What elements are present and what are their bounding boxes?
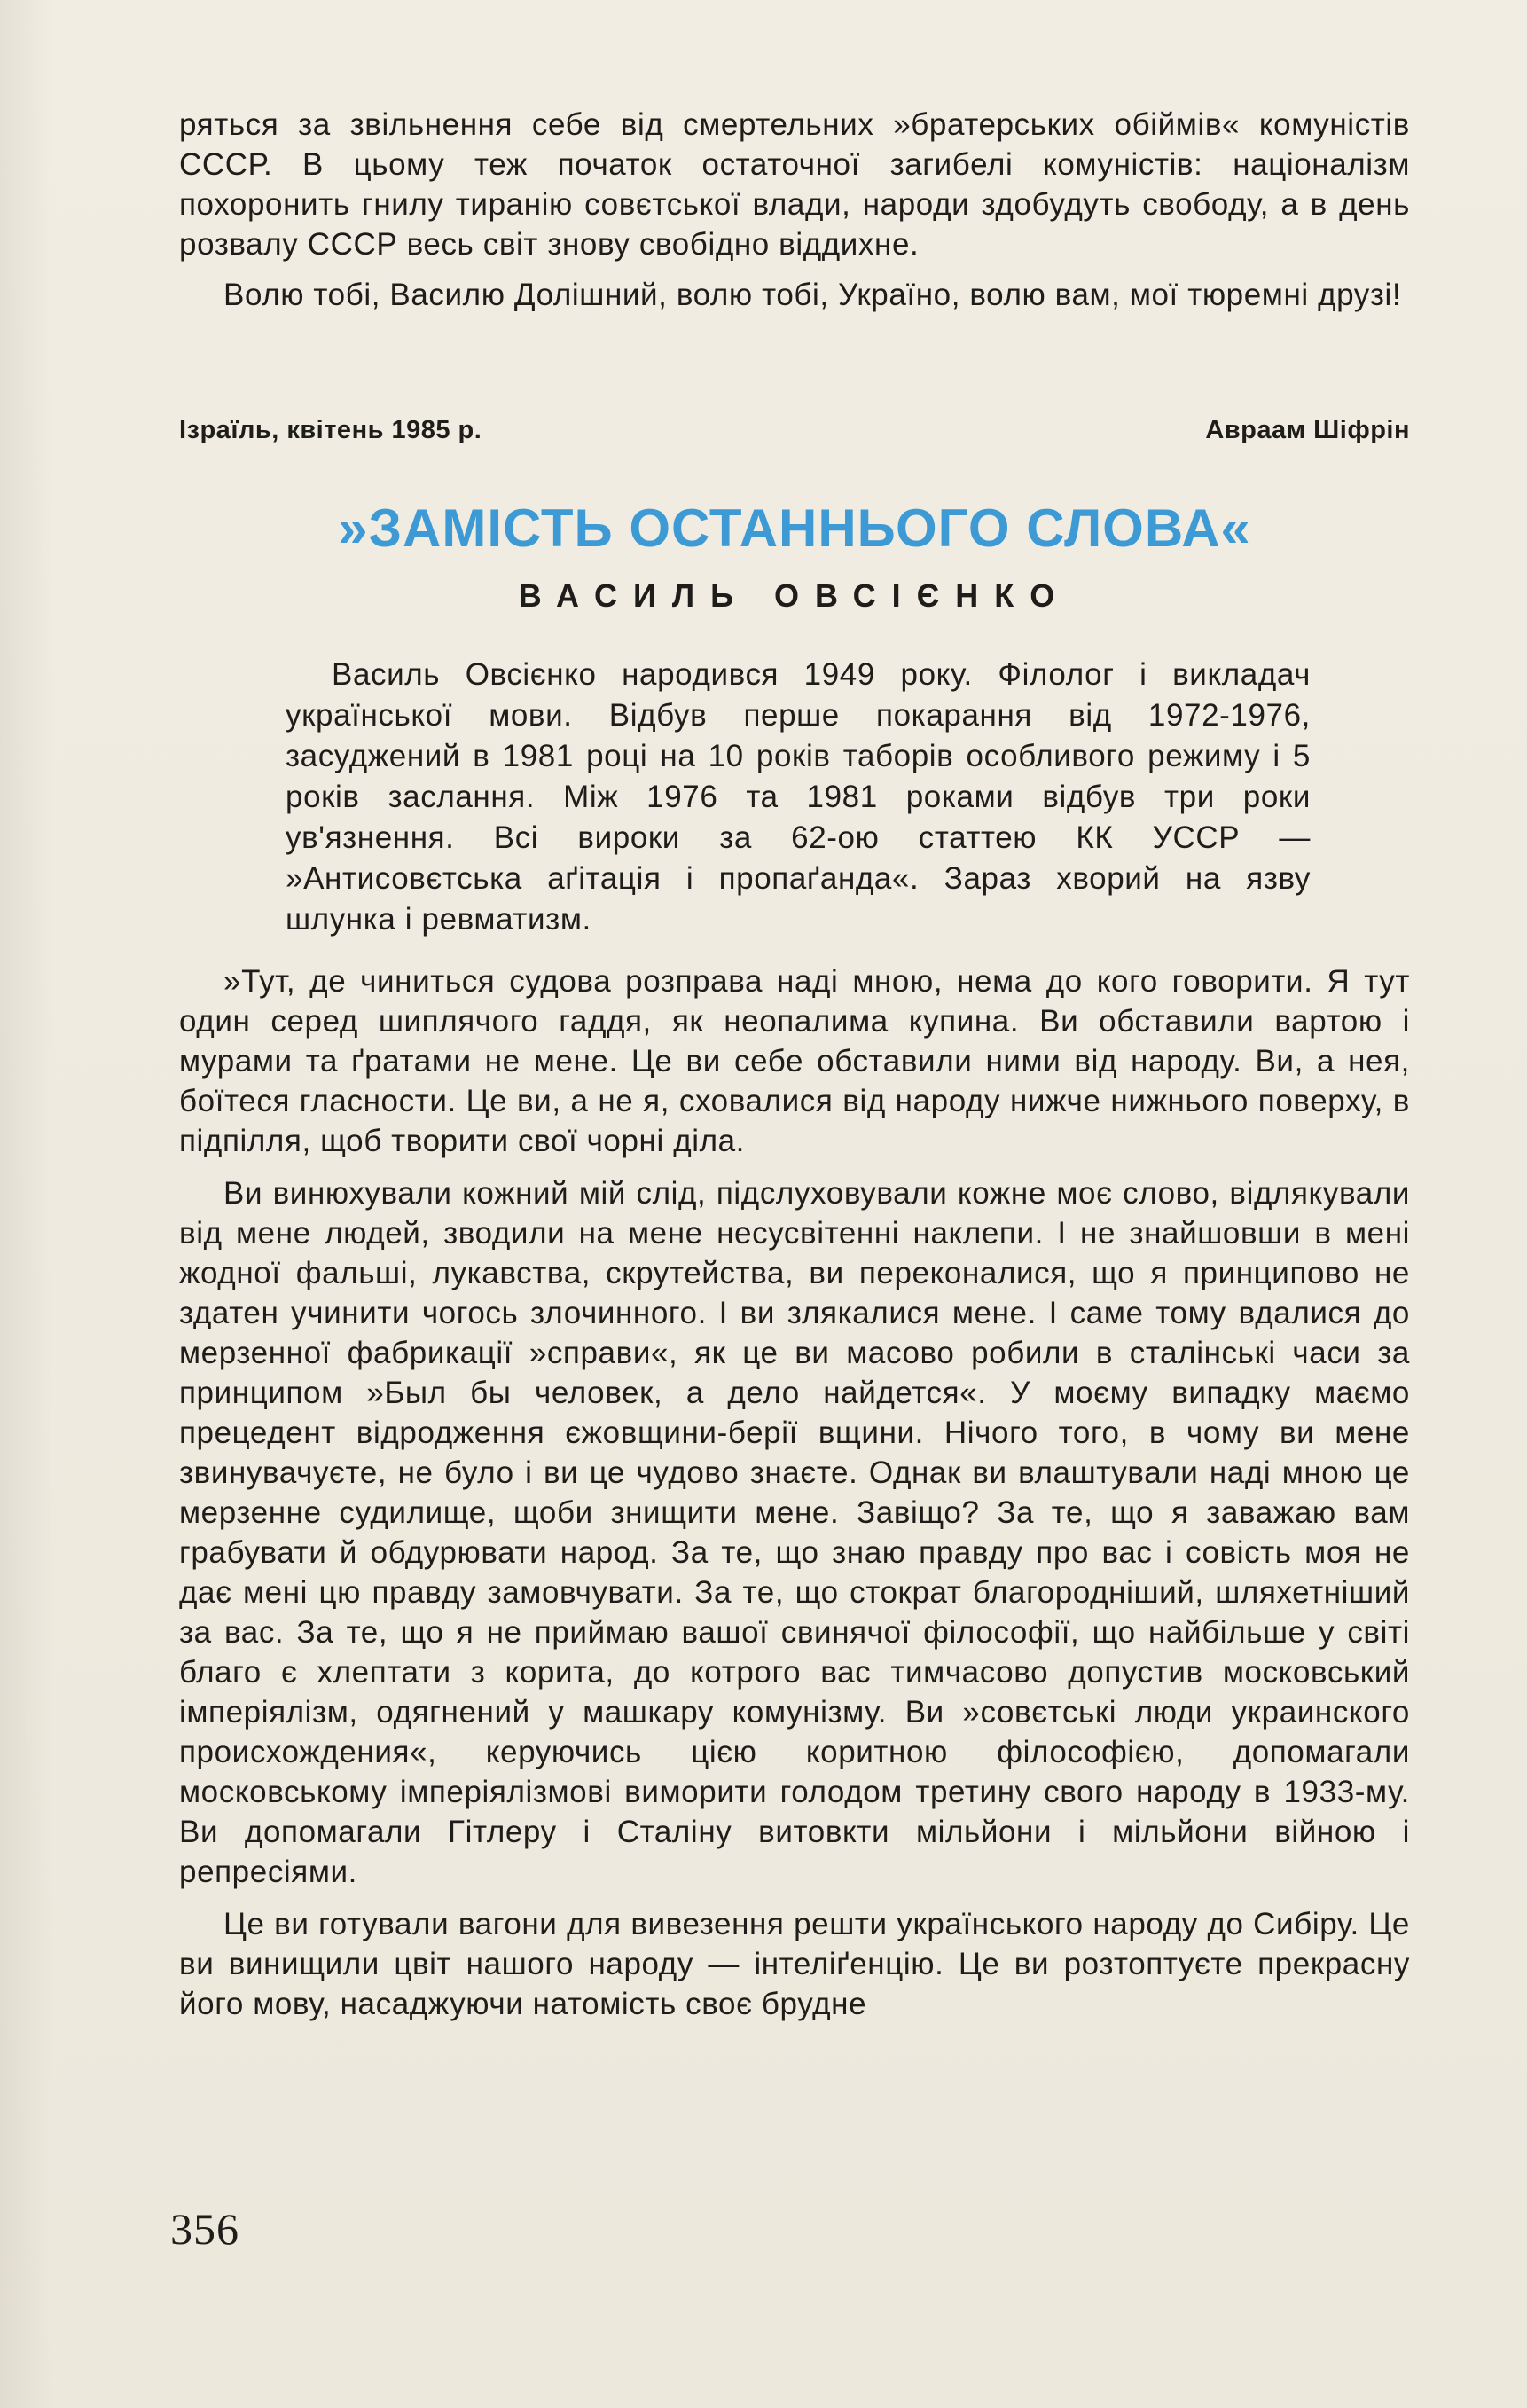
bio-text: Василь Овсієнко народився 1949 року. Філолог і викладач української мови. Відбув перше покарання від 1972-1976, засуджений в 1981 році на 10 років таборів особливого режиму і 5 років заслання. Між 1976 та 1981 роками відбув три роки ув'язнення. Всі вироки за 62-ою статтею КК УССР — »Антисовєтська аґітація і пропаґанда«. Зараз хворий на язву шлунка і ревматизм. [286,657,1311,937]
article-author: ВАСИЛЬ ОВСІЄНКО [518,577,1071,614]
place-date: Ізраїль, квітень 1985 р. [179,416,482,444]
author-bio [286,655,1311,940]
body-paragraph-3: Це ви готували вагони для вивезення решти українського народу до Сибіру. Це ви винищили цвіт нашого народу — інтеліґенцію. Це ви розтоптуєте прекрасну його мову, насаджуючи натомість своє брудне [179,1907,1410,2021]
signature-author: Авраам Шіфрін [1205,416,1410,444]
article-body [179,961,1410,2024]
signature-row [179,411,1410,450]
page-number: 356 [170,2204,239,2254]
closing-paragraph: Волю тобі, Василю Долішний, волю тобі, Україно, волю вам, мої тюремні друзі! [223,278,1402,312]
body-paragraph-2: Ви винюхували кожний мій слід, підслуховували кожне моє слово, відлякували від мене людей, зводили на мене несусвітенні наклепи. І не знайшовши в мені жодної фальші, лукавства, скрутейства, ви переконалися, що я принципово не здатен учинити чогось злочинного. І ви злякалися мене. І саме тому вдалися до мерзенної фабрикації »справи«, як це ви масово робили в сталінські часи за принципом »Был бы человек, а дело найдется«. У моєму випадку маємо прецедент відродження єжовщини-берії вщини. Нічого того, в чому ви мене звинувачуєте, не було і ви це чудово знаєте. Однак ви влаштували наді мною це мерзенне судилище, щоби знищити мене. Завіщо? За те, що я заважаю вам грабувати й обдурювати народ. За те, що знаю правду про вас і совість моя не дає мені цю правду замовчувати. За те, що стократ благородніший, шляхетніший за вас. За те, що я не приймаю вашої свинячої філософії, що найбільше у світі благо є хлептати з корита, до котрого вас тимчасово допустив московський імперіялізм, одягнений у машкару комунізму. Ви »совєтські люди украинского происхождения«, керуючись цією коритною філософією, допомагали московському імперіялізмові виморити голодом третину свого народу в 1933-му. Ви допомагали Гітлеру і Сталіну витовкти мільйони і мільйони війною і репресіями. [179,1176,1410,1889]
previous-article-ending [179,105,1410,315]
body-paragraph-1: »Тут, де чиниться судова розправа наді мною, нема до кого говорити. Я тут один серед шиплячого гаддя, як неопалима купина. Ви обставили вартою і мурами та ґратами не мене. Це ви себе обставили ними від народу. Ви, а нея, боїтеся гласности. Це ви, а не я, сховалися від народу нижче нижнього поверху, в підпілля, щоб творити свої чорні діла. [179,964,1410,1158]
article-title: »ЗАМІСТЬ ОСТАННЬОГО СЛОВА« [338,498,1251,558]
spine-shadow [0,0,53,2408]
top-paragraph: ряться за звільнення себе від смертельних »братерських обіймів« комуністів СССР. В цьому теж початок остаточної загибелі комуністів: націоналізм похоронить гнилу тиранію совєтської влади, народи здобудуть свободу, а в день розвалу СССР весь світ знову свобідно віддихне. [179,107,1410,262]
